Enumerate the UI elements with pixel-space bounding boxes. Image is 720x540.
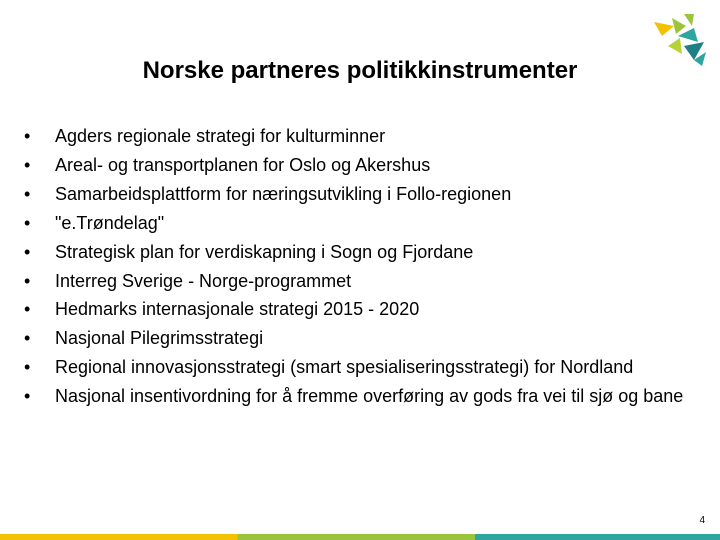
slide-title: Norske partneres politikkinstrumenter <box>142 57 578 84</box>
list-item: • Agders regionale strategi for kulturminner <box>24 122 714 151</box>
list-item: • Nasjonal Pilegrimsstrategi <box>24 324 714 353</box>
logo-teal-triangle <box>678 28 698 42</box>
bullet-list <box>24 122 714 411</box>
list-item: • Hedmarks internasjonale strategi 2015 - 2020 <box>24 295 714 324</box>
list-item: • Samarbeidsplattform for næringsutvikling i Follo-regionen <box>24 180 714 209</box>
list-item: • Regional innovasjonsstrategi (smart spesialiseringsstrategi) for Nordland <box>24 353 714 382</box>
list-item: • Areal- og transportplanen for Oslo og Akershus <box>24 151 714 180</box>
list-item: • Interreg Sverige - Norge-programmet <box>24 267 714 296</box>
bottom-color-bar <box>0 534 720 540</box>
list-item: • Strategisk plan for verdiskapning i Sogn og Fjordane <box>24 238 714 267</box>
logo-green-triangle-left <box>672 18 686 34</box>
list-item: • Nasjonal insentivordning for å fremme overføring av gods fra vei til sjø og bane <box>24 382 714 411</box>
list-item: • "e.Trøndelag" <box>24 209 714 238</box>
page-number: 4 <box>699 515 705 526</box>
logo-lightgreen-triangle <box>668 38 682 54</box>
logo-green-triangle-top <box>684 14 694 26</box>
logo-yellow-triangle <box>654 22 674 36</box>
